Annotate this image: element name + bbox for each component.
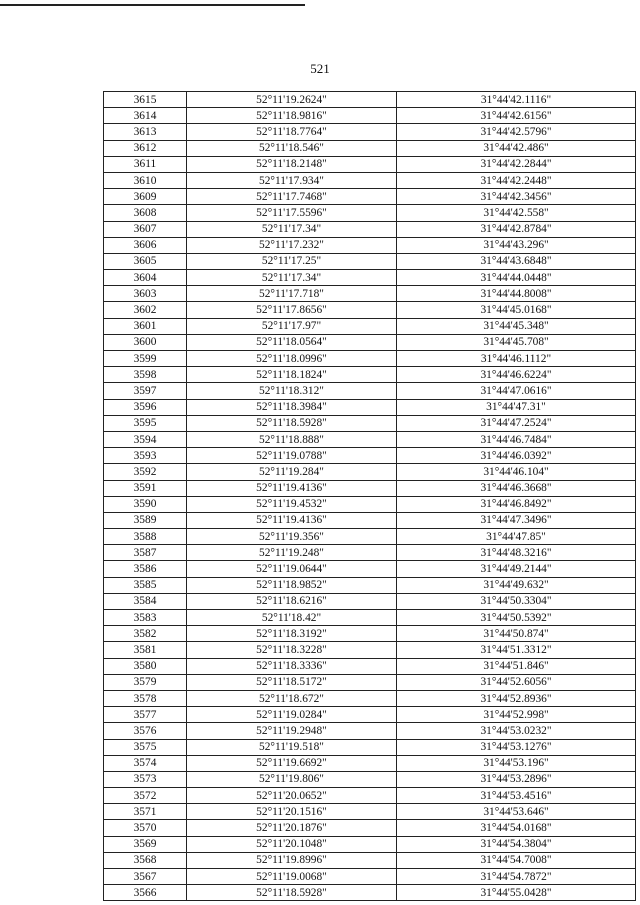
longitude-cell: 31°44'47.31" [397, 399, 636, 415]
table-row [104, 577, 636, 593]
point-number-cell: 3585 [104, 577, 187, 593]
point-number-cell: 3592 [104, 464, 187, 480]
point-number-cell: 3596 [104, 399, 187, 415]
longitude-cell: 31°44'42.6156" [397, 108, 636, 124]
latitude-cell: 52°11'18.888" [187, 431, 397, 447]
table-row [104, 723, 636, 739]
longitude-cell: 31°44'50.874" [397, 626, 636, 642]
latitude-cell: 52°11'17.718" [187, 286, 397, 302]
table-row [104, 610, 636, 626]
point-number-cell: 3607 [104, 221, 187, 237]
longitude-cell: 31°44'54.0168" [397, 820, 636, 836]
table-row [104, 626, 636, 642]
point-number-cell: 3593 [104, 448, 187, 464]
latitude-cell: 52°11'17.34" [187, 221, 397, 237]
point-number-cell: 3588 [104, 529, 187, 545]
longitude-cell: 31°44'45.348" [397, 318, 636, 334]
latitude-cell: 52°11'18.0564" [187, 334, 397, 350]
latitude-cell: 52°11'19.4136" [187, 480, 397, 496]
table-row [104, 318, 636, 334]
table-row [104, 593, 636, 609]
table-row [104, 788, 636, 804]
table-row [104, 674, 636, 690]
point-number-cell: 3575 [104, 739, 187, 755]
longitude-cell: 31°44'42.5796" [397, 124, 636, 140]
table-row [104, 529, 636, 545]
latitude-cell: 52°11'18.9816" [187, 108, 397, 124]
longitude-cell: 31°44'50.5392" [397, 610, 636, 626]
longitude-cell: 31°44'49.2144" [397, 561, 636, 577]
point-number-cell: 3580 [104, 658, 187, 674]
table-row [104, 448, 636, 464]
table-row [104, 690, 636, 706]
longitude-cell: 31°44'46.8492" [397, 496, 636, 512]
latitude-cell: 52°11'18.0996" [187, 351, 397, 367]
table-row [104, 302, 636, 318]
table-row [104, 739, 636, 755]
table-row [104, 156, 636, 172]
point-number-cell: 3584 [104, 593, 187, 609]
longitude-cell: 31°44'42.558" [397, 205, 636, 221]
table-row [104, 108, 636, 124]
point-number-cell: 3590 [104, 496, 187, 512]
point-number-cell: 3568 [104, 852, 187, 868]
longitude-cell: 31°44'46.1112" [397, 351, 636, 367]
latitude-cell: 52°11'18.3192" [187, 626, 397, 642]
longitude-cell: 31°44'53.2896" [397, 771, 636, 787]
longitude-cell: 31°44'42.3456" [397, 189, 636, 205]
latitude-cell: 52°11'19.0788" [187, 448, 397, 464]
table-row [104, 561, 636, 577]
point-number-cell: 3594 [104, 431, 187, 447]
latitude-cell: 52°11'18.5172" [187, 674, 397, 690]
table-row [104, 771, 636, 787]
latitude-cell: 52°11'18.2148" [187, 156, 397, 172]
point-number-cell: 3599 [104, 351, 187, 367]
latitude-cell: 52°11'17.97" [187, 318, 397, 334]
longitude-cell: 31°44'46.7484" [397, 431, 636, 447]
latitude-cell: 52°11'18.3336" [187, 658, 397, 674]
point-number-cell: 3605 [104, 253, 187, 269]
longitude-cell: 31°44'54.7008" [397, 852, 636, 868]
longitude-cell: 31°44'53.646" [397, 804, 636, 820]
table-row [104, 351, 636, 367]
point-number-cell: 3587 [104, 545, 187, 561]
longitude-cell: 31°44'42.8784" [397, 221, 636, 237]
table-row [104, 852, 636, 868]
coordinates-table [103, 91, 636, 901]
longitude-cell: 31°44'44.8008" [397, 286, 636, 302]
point-number-cell: 3566 [104, 885, 187, 901]
table-row [104, 642, 636, 658]
table-row [104, 253, 636, 269]
point-number-cell: 3576 [104, 723, 187, 739]
top-rule [0, 4, 305, 6]
longitude-cell: 31°44'50.3304" [397, 593, 636, 609]
point-number-cell: 3595 [104, 415, 187, 431]
point-number-cell: 3610 [104, 172, 187, 188]
latitude-cell: 52°11'20.1516" [187, 804, 397, 820]
latitude-cell: 52°11'19.356" [187, 529, 397, 545]
point-number-cell: 3572 [104, 788, 187, 804]
table-row [104, 221, 636, 237]
latitude-cell: 52°11'18.672" [187, 690, 397, 706]
point-number-cell: 3597 [104, 383, 187, 399]
longitude-cell: 31°44'42.1116" [397, 92, 636, 108]
longitude-cell: 31°44'47.85" [397, 529, 636, 545]
point-number-cell: 3598 [104, 367, 187, 383]
longitude-cell: 31°44'48.3216" [397, 545, 636, 561]
table-row [104, 270, 636, 286]
table-row [104, 496, 636, 512]
point-number-cell: 3589 [104, 512, 187, 528]
longitude-cell: 31°44'42.486" [397, 140, 636, 156]
latitude-cell: 52°11'19.2948" [187, 723, 397, 739]
table-row [104, 383, 636, 399]
table-row [104, 464, 636, 480]
latitude-cell: 52°11'18.6216" [187, 593, 397, 609]
longitude-cell: 31°44'47.0616" [397, 383, 636, 399]
table-row [104, 189, 636, 205]
table-row [104, 367, 636, 383]
latitude-cell: 52°11'19.2624" [187, 92, 397, 108]
table-row [104, 415, 636, 431]
table-row [104, 172, 636, 188]
point-number-cell: 3614 [104, 108, 187, 124]
longitude-cell: 31°44'45.0168" [397, 302, 636, 318]
point-number-cell: 3581 [104, 642, 187, 658]
latitude-cell: 52°11'18.5928" [187, 885, 397, 901]
latitude-cell: 52°11'19.0284" [187, 707, 397, 723]
longitude-cell: 31°44'43.6848" [397, 253, 636, 269]
table-row [104, 869, 636, 885]
latitude-cell: 52°11'19.0068" [187, 869, 397, 885]
point-number-cell: 3574 [104, 755, 187, 771]
table-row [104, 334, 636, 350]
table-row [104, 820, 636, 836]
latitude-cell: 52°11'18.7764" [187, 124, 397, 140]
point-number-cell: 3579 [104, 674, 187, 690]
table-row [104, 658, 636, 674]
latitude-cell: 52°11'17.7468" [187, 189, 397, 205]
longitude-cell: 31°44'46.104" [397, 464, 636, 480]
longitude-cell: 31°44'53.196" [397, 755, 636, 771]
point-number-cell: 3602 [104, 302, 187, 318]
latitude-cell: 52°11'20.1048" [187, 836, 397, 852]
point-number-cell: 3573 [104, 771, 187, 787]
coordinates-table-body [104, 92, 636, 901]
longitude-cell: 31°44'52.998" [397, 707, 636, 723]
latitude-cell: 52°11'17.934" [187, 172, 397, 188]
point-number-cell: 3613 [104, 124, 187, 140]
latitude-cell: 52°11'19.518" [187, 739, 397, 755]
point-number-cell: 3612 [104, 140, 187, 156]
table-row [104, 836, 636, 852]
latitude-cell: 52°11'18.9852" [187, 577, 397, 593]
table-row [104, 140, 636, 156]
latitude-cell: 52°11'18.3984" [187, 399, 397, 415]
point-number-cell: 3609 [104, 189, 187, 205]
longitude-cell: 31°44'42.2844" [397, 156, 636, 172]
table-row [104, 124, 636, 140]
longitude-cell: 31°44'53.4516" [397, 788, 636, 804]
point-number-cell: 3608 [104, 205, 187, 221]
latitude-cell: 52°11'17.25" [187, 253, 397, 269]
longitude-cell: 31°44'47.3496" [397, 512, 636, 528]
point-number-cell: 3615 [104, 92, 187, 108]
longitude-cell: 31°44'43.296" [397, 237, 636, 253]
longitude-cell: 31°44'49.632" [397, 577, 636, 593]
table-row [104, 804, 636, 820]
table-row [104, 431, 636, 447]
longitude-cell: 31°44'44.0448" [397, 270, 636, 286]
latitude-cell: 52°11'18.312" [187, 383, 397, 399]
longitude-cell: 31°44'42.2448" [397, 172, 636, 188]
latitude-cell: 52°11'19.248" [187, 545, 397, 561]
point-number-cell: 3606 [104, 237, 187, 253]
point-number-cell: 3570 [104, 820, 187, 836]
latitude-cell: 52°11'18.1824" [187, 367, 397, 383]
latitude-cell: 52°11'19.6692" [187, 755, 397, 771]
longitude-cell: 31°44'52.6056" [397, 674, 636, 690]
point-number-cell: 3600 [104, 334, 187, 350]
point-number-cell: 3611 [104, 156, 187, 172]
latitude-cell: 52°11'20.1876" [187, 820, 397, 836]
longitude-cell: 31°44'51.846" [397, 658, 636, 674]
table-row [104, 399, 636, 415]
table-row [104, 885, 636, 901]
longitude-cell: 31°44'52.8936" [397, 690, 636, 706]
latitude-cell: 52°11'18.546" [187, 140, 397, 156]
latitude-cell: 52°11'18.42" [187, 610, 397, 626]
longitude-cell: 31°44'54.7872" [397, 869, 636, 885]
longitude-cell: 31°44'53.0232" [397, 723, 636, 739]
longitude-cell: 31°44'46.0392" [397, 448, 636, 464]
latitude-cell: 52°11'19.0644" [187, 561, 397, 577]
latitude-cell: 52°11'19.806" [187, 771, 397, 787]
table-row [104, 237, 636, 253]
table-row [104, 480, 636, 496]
point-number-cell: 3582 [104, 626, 187, 642]
latitude-cell: 52°11'18.5928" [187, 415, 397, 431]
table-row [104, 205, 636, 221]
latitude-cell: 52°11'19.8996" [187, 852, 397, 868]
longitude-cell: 31°44'55.0428" [397, 885, 636, 901]
table-row [104, 545, 636, 561]
longitude-cell: 31°44'46.6224" [397, 367, 636, 383]
longitude-cell: 31°44'53.1276" [397, 739, 636, 755]
latitude-cell: 52°11'17.232" [187, 237, 397, 253]
latitude-cell: 52°11'19.4532" [187, 496, 397, 512]
longitude-cell: 31°44'45.708" [397, 334, 636, 350]
point-number-cell: 3586 [104, 561, 187, 577]
point-number-cell: 3591 [104, 480, 187, 496]
latitude-cell: 52°11'17.5596" [187, 205, 397, 221]
latitude-cell: 52°11'18.3228" [187, 642, 397, 658]
latitude-cell: 52°11'19.284" [187, 464, 397, 480]
point-number-cell: 3601 [104, 318, 187, 334]
table-row [104, 755, 636, 771]
table-row [104, 286, 636, 302]
table-row [104, 92, 636, 108]
longitude-cell: 31°44'54.3804" [397, 836, 636, 852]
point-number-cell: 3578 [104, 690, 187, 706]
point-number-cell: 3569 [104, 836, 187, 852]
longitude-cell: 31°44'46.3668" [397, 480, 636, 496]
longitude-cell: 31°44'51.3312" [397, 642, 636, 658]
point-number-cell: 3571 [104, 804, 187, 820]
point-number-cell: 3583 [104, 610, 187, 626]
point-number-cell: 3604 [104, 270, 187, 286]
latitude-cell: 52°11'19.4136" [187, 512, 397, 528]
latitude-cell: 52°11'17.8656" [187, 302, 397, 318]
table-row [104, 707, 636, 723]
point-number-cell: 3567 [104, 869, 187, 885]
point-number-cell: 3577 [104, 707, 187, 723]
page-number: 521 [310, 61, 330, 76]
latitude-cell: 52°11'20.0652" [187, 788, 397, 804]
longitude-cell: 31°44'47.2524" [397, 415, 636, 431]
point-number-cell: 3603 [104, 286, 187, 302]
table-row [104, 512, 636, 528]
latitude-cell: 52°11'17.34" [187, 270, 397, 286]
